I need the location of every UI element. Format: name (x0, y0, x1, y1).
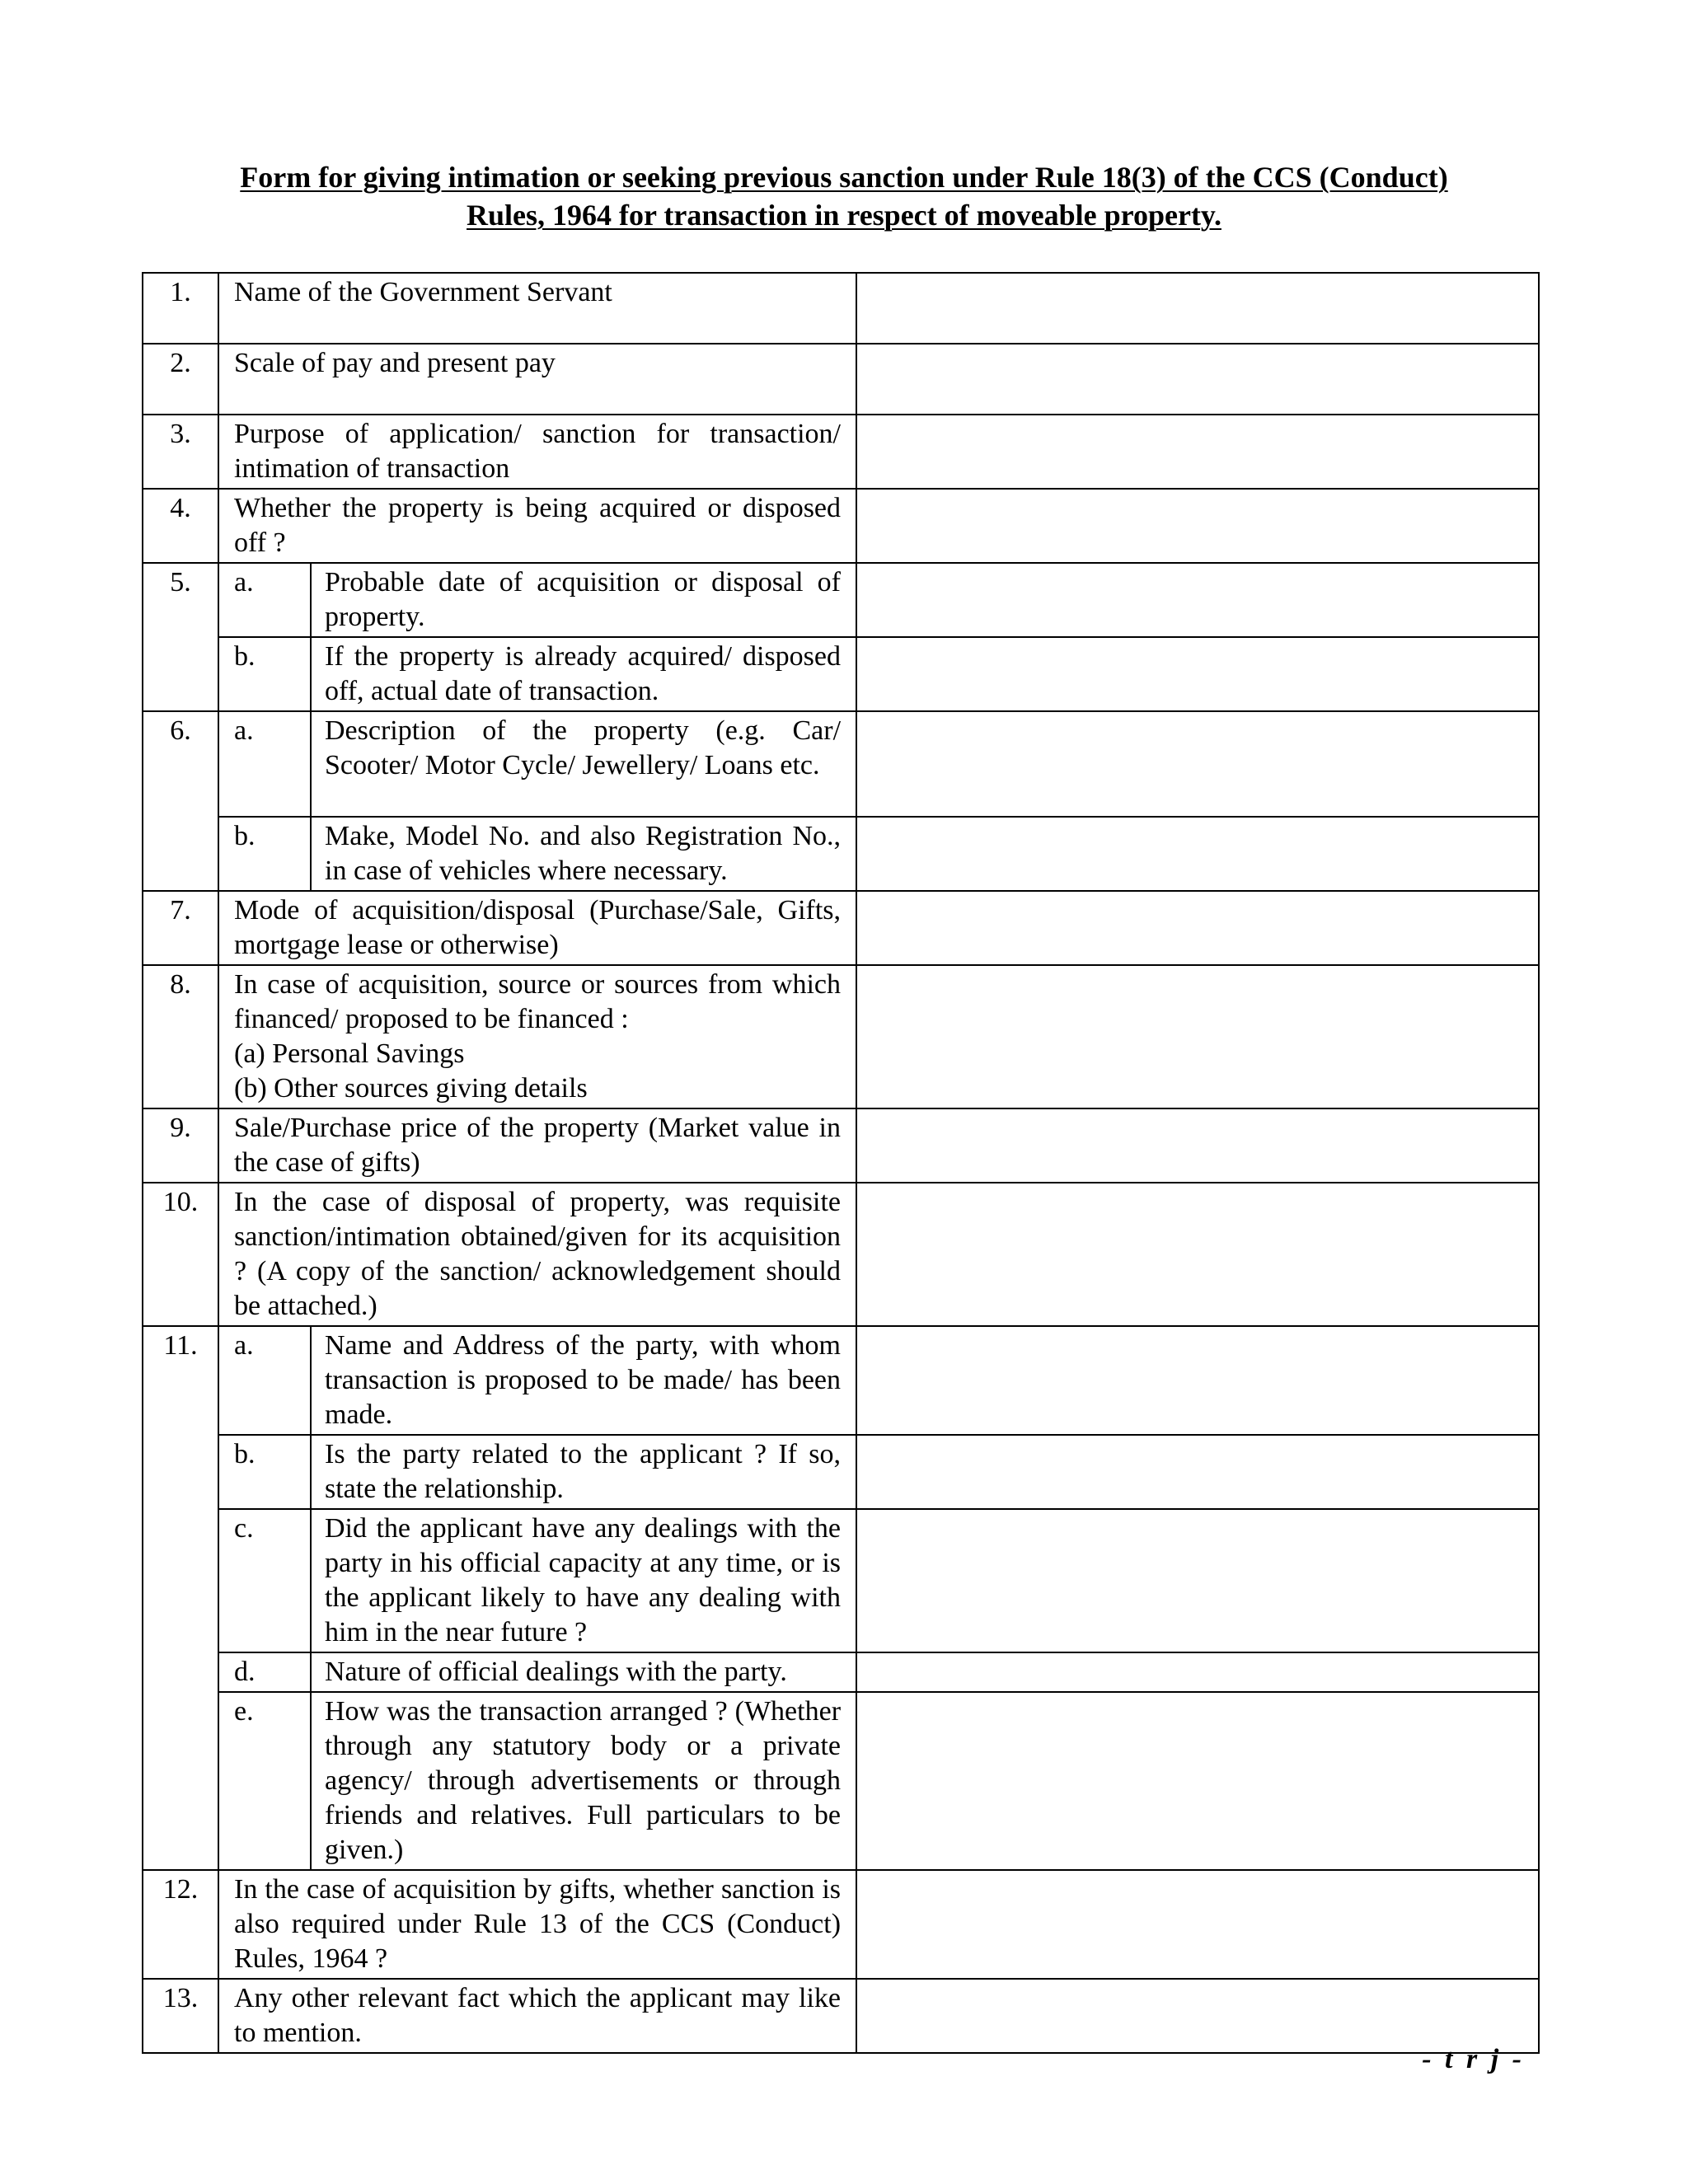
answer-field[interactable] (856, 1435, 1539, 1509)
answer-field[interactable] (856, 1108, 1539, 1183)
sub-item-text: If the property is already acquired/ disposed off, actual date of transaction. (311, 637, 856, 711)
row-number: 2. (143, 344, 218, 415)
form-title-line-2: Rules, 1964 for transaction in respect of moveable property. (467, 199, 1221, 232)
answer-field[interactable] (856, 1692, 1539, 1870)
row-number: 8. (143, 965, 218, 1108)
sub-item-text: Make, Model No. and also Registration No., in case of vehicles where necessary. (311, 817, 856, 891)
sub-item-text: Name and Address of the party, with whom transaction is proposed to be made/ has been made. (311, 1326, 856, 1435)
row-number: 5. (143, 563, 218, 711)
row-number: 9. (143, 1108, 218, 1183)
row-number: 4. (143, 489, 218, 563)
sub-item-label: b. (218, 1435, 311, 1509)
answer-field[interactable] (856, 711, 1539, 817)
row-label: Whether the property is being acquired or disposed off ? (218, 489, 856, 563)
answer-field[interactable] (856, 1979, 1539, 2053)
table-row (143, 1108, 1539, 1183)
table-row (143, 711, 1539, 817)
answer-field[interactable] (856, 1509, 1539, 1652)
answer-field[interactable] (856, 1870, 1539, 1979)
table-row (143, 273, 1539, 344)
table-row (143, 637, 1539, 711)
row-number: 11. (143, 1326, 218, 1870)
list-item: (b) Other sources giving details (234, 1073, 588, 1104)
table-row (143, 1183, 1539, 1326)
sub-item-label: a. (218, 711, 311, 817)
answer-field[interactable] (856, 637, 1539, 711)
row-number: 7. (143, 891, 218, 965)
answer-field[interactable] (856, 344, 1539, 415)
table-row (143, 1692, 1539, 1870)
row-number: 12. (143, 1870, 218, 1979)
row-label: Any other relevant fact which the applicant may like to mention. (218, 1979, 856, 2053)
row-label (218, 965, 856, 1108)
sub-item-text: How was the transaction arranged ? (Whether through any statutory body or a private agency/ through advertisements or through friends and relatives. Full particulars to be given.) (311, 1692, 856, 1870)
answer-field[interactable] (856, 415, 1539, 489)
row-number: 1. (143, 273, 218, 344)
answer-field[interactable] (856, 1326, 1539, 1435)
table-row (143, 1652, 1539, 1692)
row-number: 10. (143, 1183, 218, 1326)
table-row (143, 344, 1539, 415)
row-label: Purpose of application/ sanction for transaction/ intimation of transaction (218, 415, 856, 489)
table-row (143, 1326, 1539, 1435)
row-label-text: In case of acquisition, source or sources from which financed/ proposed to be financed : (234, 969, 842, 1034)
sub-item-label: d. (218, 1652, 311, 1692)
answer-field[interactable] (856, 273, 1539, 344)
table-row (143, 563, 1539, 637)
table-row (143, 1509, 1539, 1652)
table-row (143, 817, 1539, 891)
form-title (132, 158, 1556, 234)
row-number: 6. (143, 711, 218, 891)
row-label: Sale/Purchase price of the property (Market value in the case of gifts) (218, 1108, 856, 1183)
row-label: In the case of acquisition by gifts, whether sanction is also required under Rule 13 of the CCS (Conduct) Rules, 1964 ? (218, 1870, 856, 1979)
table-row (143, 1435, 1539, 1509)
sub-item-text: Nature of official dealings with the party. (311, 1652, 856, 1692)
row-number: 3. (143, 415, 218, 489)
row-label: Mode of acquisition/disposal (Purchase/Sale, Gifts, mortgage lease or otherwise) (218, 891, 856, 965)
sub-item-text: Probable date of acquisition or disposal of property. (311, 563, 856, 637)
form-title-line-1: Form for giving intimation or seeking previous sanction under Rule 18(3) of the CCS (Conduct) (240, 161, 1448, 194)
row-label: In the case of disposal of property, was requisite sanction/intimation obtained/given for its acquisition ? (A copy of the sanction/ acknowledgement should be attached.) (218, 1183, 856, 1326)
sub-item-text: Description of the property (e.g. Car/ Scooter/ Motor Cycle/ Jewellery/ Loans etc. (311, 711, 856, 817)
answer-field[interactable] (856, 489, 1539, 563)
answer-field[interactable] (856, 891, 1539, 965)
sub-item-label: c. (218, 1509, 311, 1652)
sub-item-text: Did the applicant have any dealings with the party in his official capacity at any time, or is the applicant likely to have any dealing with him in the near future ? (311, 1509, 856, 1652)
sub-item-label: a. (218, 563, 311, 637)
sub-item-label: b. (218, 637, 311, 711)
answer-field[interactable] (856, 817, 1539, 891)
row-label: Scale of pay and present pay (218, 344, 856, 415)
table-row (143, 1870, 1539, 1979)
sub-item-text: Is the party related to the applicant ? If so, state the relationship. (311, 1435, 856, 1509)
answer-field[interactable] (856, 965, 1539, 1108)
answer-field[interactable] (856, 1652, 1539, 1692)
sub-item-label: e. (218, 1692, 311, 1870)
table-row (143, 415, 1539, 489)
sub-item-label: a. (218, 1326, 311, 1435)
answer-field[interactable] (856, 563, 1539, 637)
form-table (142, 272, 1540, 2054)
list-item: (a) Personal Savings (234, 1038, 465, 1069)
answer-field[interactable] (856, 1183, 1539, 1326)
table-row (143, 891, 1539, 965)
table-row (143, 489, 1539, 563)
sub-item-label: b. (218, 817, 311, 891)
row-number: 13. (143, 1979, 218, 2053)
table-row (143, 965, 1539, 1108)
row-label: Name of the Government Servant (218, 273, 856, 344)
page-footer-mark: - t r j - (1422, 2044, 1525, 2074)
table-row (143, 1979, 1539, 2053)
